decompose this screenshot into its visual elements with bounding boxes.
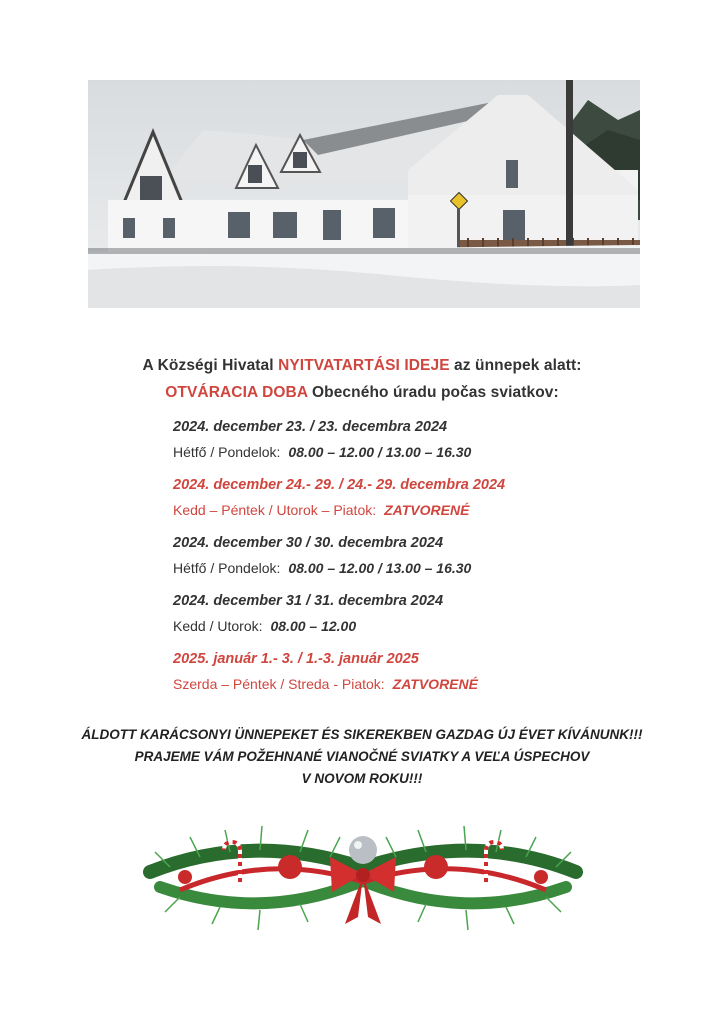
schedule-hours: 08.00 – 12.00 / 13.00 – 16.30: [288, 444, 472, 460]
schedule-hours: ZATVORENÉ: [384, 502, 470, 518]
greeting: [0, 724, 724, 790]
heading-line-hungarian: [0, 357, 724, 375]
schedule-date: 2024. december 23. / 23. decembra 2024: [173, 419, 448, 435]
schedule-date: 2024. december 30 / 30. decembra 2024: [173, 535, 444, 551]
schedule-list: [173, 414, 653, 704]
schedule-entry: [173, 588, 653, 638]
christmas-garland-icon: [140, 812, 586, 934]
schedule-days: Kedd / Utorok:: [173, 618, 263, 634]
heading-line-slovak: [0, 384, 724, 402]
schedule-entry: [173, 414, 653, 464]
schedule-date: 2025. január 1.- 3. / 1.-3. január 2025: [173, 651, 419, 667]
schedule-time: [173, 672, 653, 696]
heading-prefix: A Községi Hivatal: [142, 357, 279, 374]
schedule-days: Szerda – Péntek / Streda - Piatok:: [173, 676, 385, 692]
schedule-date: 2024. december 31 / 31. decembra 2024: [173, 593, 444, 609]
schedule-time: [173, 556, 653, 580]
schedule-time: [173, 498, 653, 522]
schedule-entry: [173, 530, 653, 580]
schedule-entry: [173, 472, 653, 522]
building-photo: [88, 80, 640, 308]
schedule-days: Kedd – Péntek / Utorok – Piatok:: [173, 502, 377, 518]
schedule-hours: ZATVORENÉ: [392, 676, 478, 692]
heading-suffix-sk: Obecného úradu počas sviatkov:: [307, 384, 559, 401]
schedule-entry: [173, 646, 653, 696]
schedule-days: Hétfő / Pondelok:: [173, 444, 281, 460]
greeting-line-hu: ÁLDOTT KARÁCSONYI ÜNNEPEKET ÉS SIKEREKBEN GAZDAG ÚJ ÉVET KÍVÁNUNK!!!: [81, 727, 643, 742]
schedule-hours: 08.00 – 12.00 / 13.00 – 16.30: [288, 560, 472, 576]
schedule-hours: 08.00 – 12.00: [270, 618, 357, 634]
schedule-time: [173, 440, 653, 464]
schedule-days: Hétfő / Pondelok:: [173, 560, 281, 576]
greeting-line-sk: PRAJEME VÁM POŽEHNANÉ VIANOČNÉ SVIATKY A VEĽA ÚSPECHOV: [134, 749, 590, 764]
heading-highlight-hu: NYITVATARTÁSI IDEJE: [278, 357, 450, 374]
schedule-time: [173, 614, 653, 638]
schedule-date: 2024. december 24.- 29. / 24.- 29. decembra 2024: [173, 477, 506, 493]
heading-suffix: az ünnepek alatt:: [449, 357, 582, 374]
greeting-line-sk-2: V NOVOM ROKU!!!: [301, 771, 423, 786]
heading-highlight-sk: OTVÁRACIA DOBA: [165, 384, 308, 401]
